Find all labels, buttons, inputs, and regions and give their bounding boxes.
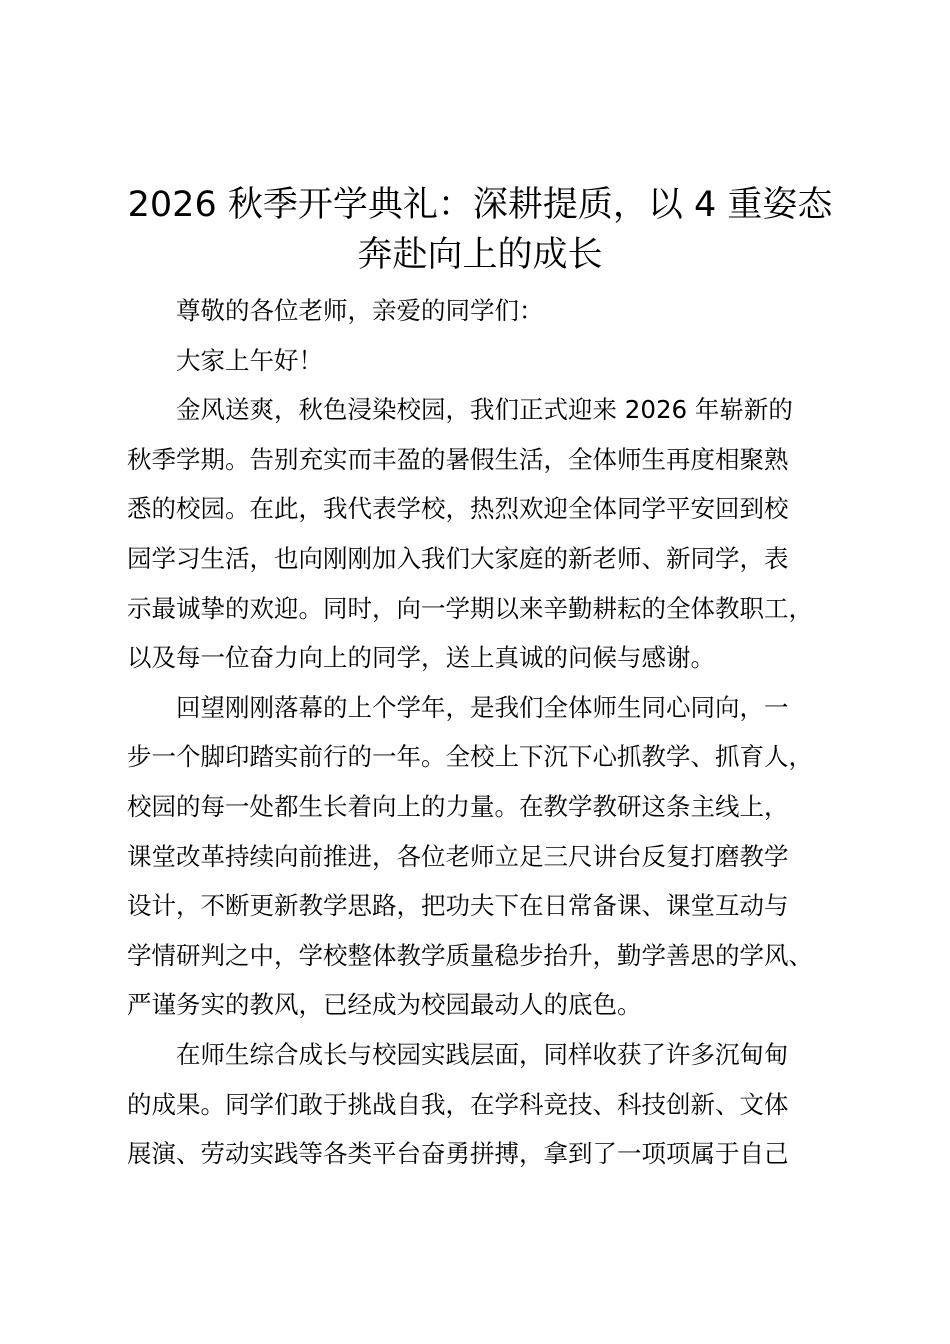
paragraph-line: 步一个脚印踏实前行的一年。全校上下沉下心抓教学、抓育人， xyxy=(127,742,813,772)
title-line: 奔赴向上的成长 xyxy=(357,235,603,275)
paragraph-line: 设计，不断更新教学思路，把功夫下在日常备课、课堂互动与 xyxy=(127,891,789,921)
salutation-paragraph xyxy=(127,286,833,336)
paragraph-line: 秋季学期。告别充实而丰盈的暑假生活，全体师生再度相聚熟 xyxy=(127,444,789,474)
document-title xyxy=(127,180,833,280)
paragraph-line: 展演、劳动实践等各类平台奋勇拼搏，拿到了一项项属于自己 xyxy=(127,1139,789,1169)
paragraph-line: 学情研判之中，学校整体教学质量稳步抬升，勤学善思的学风、 xyxy=(127,940,813,970)
document-body xyxy=(127,180,833,1179)
paragraph-line: 在师生综合成长与校园实践层面，同样收获了许多沉甸甸 xyxy=(176,1039,789,1069)
paragraph-line: 严谨务实的教风，已经成为校园最动人的底色。 xyxy=(127,990,642,1020)
paragraph-line: 校园的每一处都生长着向上的力量。在教学教研这条主线上， xyxy=(127,791,789,821)
paragraph-line: 金风送爽，秋色浸染校园，我们正式迎来 2026 年崭新的 xyxy=(176,395,793,425)
paragraph-line: 以及每一位奋力向上的同学，送上真诚的问候与感谢。 xyxy=(127,643,715,673)
title-line: 2026 秋季开学典礼：深耕提质，以 4 重姿态 xyxy=(127,185,833,225)
greeting-paragraph xyxy=(127,336,833,386)
paragraph-line: 回望刚刚落幕的上个学年，是我们全体师生同心同向，一 xyxy=(176,692,789,722)
paragraph-line: 悉的校园。在此，我代表学校，热烈欢迎全体同学平安回到校 xyxy=(127,494,789,524)
paragraph-line: 大家上午好！ xyxy=(176,345,323,375)
paragraph-line: 示最诚挚的欢迎。同时，向一学期以来辛勤耕耘的全体教职工， xyxy=(127,593,813,623)
review-paragraph xyxy=(127,683,833,1030)
paragraph-line: 尊敬的各位老师，亲爱的同学们： xyxy=(176,296,544,325)
paragraph-line: 课堂改革持续向前推进，各位老师立足三尺讲台反复打磨教学 xyxy=(127,841,789,871)
paragraph-line: 园学习生活，也向刚刚加入我们大家庭的新老师、新同学，表 xyxy=(127,543,789,573)
paragraph-line: 的成果。同学们敢于挑战自我，在学科竞技、科技创新、文体 xyxy=(127,1089,789,1119)
achievements-paragraph xyxy=(127,1030,833,1179)
welcome-paragraph xyxy=(127,385,833,683)
